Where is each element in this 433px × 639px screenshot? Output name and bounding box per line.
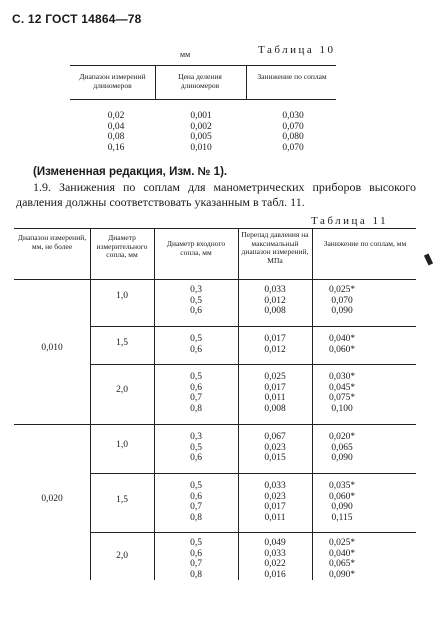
table-cell: 0,008 — [264, 306, 286, 317]
table-cell: 0,025* — [328, 285, 356, 295]
table-cell: 0,020* — [328, 432, 356, 442]
table11-pressure-cells — [238, 285, 312, 317]
table10-col-range — [96, 111, 136, 153]
table-cell: 0,5 — [190, 442, 202, 453]
table-cell: 0,8 — [190, 512, 202, 523]
table11 — [14, 228, 416, 580]
table11-nozzle-cell: 1,0 — [116, 440, 128, 450]
table11-divider — [90, 228, 91, 580]
table11-pressure-cells — [238, 538, 312, 580]
table11-subgroup-rule — [90, 326, 416, 327]
table10-divider — [246, 65, 247, 99]
table-cell: 0,049 — [264, 538, 286, 548]
table11-pressure-cells — [238, 481, 312, 523]
table10-title: Таблица 10 — [258, 44, 336, 56]
table-cell: 0,017 — [264, 382, 286, 393]
table11-header-pressure: Перепад давления на максимальный диапазон измерений, МПа — [241, 230, 309, 265]
table-cell: 0,3 — [190, 432, 202, 442]
table11-understatement-cells — [312, 372, 372, 414]
table-cell: 0,115 — [331, 512, 353, 523]
table-cell: 0,008 — [264, 403, 286, 414]
table10-header-understatement: Занижение по соплам — [257, 72, 327, 81]
table-cell: 0,017 — [264, 334, 286, 344]
table-cell: 0,7 — [190, 502, 202, 513]
table-cell: 0,067 — [264, 432, 286, 442]
table-cell: 0,010 — [190, 142, 212, 153]
table11-range-cell: 0,010 — [41, 343, 63, 353]
table11-nozzle-cell: 1,0 — [116, 291, 128, 301]
table-cell: 0,012 — [264, 344, 286, 355]
table11-inlet-cells — [154, 538, 238, 580]
table-cell: 0,030* — [328, 372, 356, 382]
table11-header-rule — [14, 279, 416, 280]
table10-header-range: Диапазон измерений длиномеров — [79, 72, 146, 90]
table-cell: 0,090 — [331, 306, 353, 317]
table11-pressure-cells — [238, 334, 312, 355]
table-cell: 0,060* — [328, 491, 356, 502]
table-cell: 0,090 — [331, 453, 353, 464]
table-cell: 0,011 — [264, 393, 286, 404]
table-cell: 0,6 — [190, 344, 202, 355]
table11-inlet-cells — [154, 432, 238, 464]
table11-header-inlet: Диаметр входного сопла, мм — [166, 239, 226, 257]
table-cell: 0,5 — [190, 334, 202, 344]
table11-title: Таблица 11 — [311, 215, 389, 227]
table11-subgroup-rule — [90, 532, 416, 533]
table-cell: 0,025 — [264, 372, 286, 382]
table-cell: 0,016 — [264, 569, 286, 580]
table-cell: 0,090 — [331, 502, 353, 513]
table-cell: 0,5 — [190, 295, 202, 306]
table11-header-nozzle: Диаметр измерительного сопла, мм — [96, 233, 148, 260]
table-cell: 0,030 — [282, 111, 304, 121]
table-cell: 0,033 — [264, 285, 286, 295]
table-cell: 0,080 — [282, 132, 304, 143]
table10-unit: мм — [180, 50, 191, 59]
table-cell: 0,5 — [190, 481, 202, 491]
table-cell: 0,16 — [107, 142, 125, 153]
table-cell: 0,070 — [331, 295, 353, 306]
table-cell: 0,033 — [264, 548, 286, 559]
table11-top-rule — [14, 228, 416, 229]
table-cell: 0,005 — [190, 132, 212, 143]
table-cell: 0,022 — [264, 559, 286, 570]
table11-header-range: Диапазон измерений, мм, не более — [17, 233, 87, 251]
table11-subgroup-rule — [90, 364, 416, 365]
paragraph-text: 1.9. Занижения по соплам для манометрических приборов высокого давления должны соответствовать указанным в табл. 11. — [16, 180, 416, 209]
table11-understatement-cells — [312, 538, 372, 580]
table-cell: 0,025* — [328, 538, 356, 548]
table11-understatement-cells — [312, 481, 372, 523]
table-cell: 0,3 — [190, 285, 202, 295]
table-cell: 0,5 — [190, 538, 202, 548]
table-cell: 0,6 — [190, 453, 202, 464]
table-cell: 0,8 — [190, 569, 202, 580]
table11-nozzle-cell: 1,5 — [116, 495, 128, 505]
table-cell: 0,045* — [328, 382, 356, 393]
table-cell: 0,02 — [107, 111, 125, 121]
table-cell: 0,100 — [331, 403, 353, 414]
table-cell: 0,002 — [190, 121, 212, 132]
table-cell: 0,5 — [190, 372, 202, 382]
table-cell: 0,033 — [264, 481, 286, 491]
table11-understatement-cells — [312, 285, 372, 317]
table-cell: 0,060* — [328, 344, 356, 355]
table-cell: 0,065 — [331, 442, 353, 453]
table-cell: 0,035* — [328, 481, 356, 491]
table-cell: 0,015 — [264, 453, 286, 464]
amendment-note: (Измененная редакция, Изм. № 1). — [33, 166, 228, 178]
table11-group-rule — [14, 424, 416, 425]
table11-inlet-cells — [154, 285, 238, 317]
paragraph-1-9 — [16, 180, 416, 210]
table-cell: 0,070 — [282, 121, 304, 132]
table10-col-division — [180, 111, 222, 153]
table11-range-cell: 0,020 — [41, 494, 63, 504]
table10-header-division: Цена деления длиномеров — [178, 72, 222, 90]
table-cell: 0,6 — [190, 382, 202, 393]
table11-understatement-cells — [312, 334, 372, 355]
table-cell: 0,001 — [190, 111, 212, 121]
table-cell: 0,090* — [328, 569, 356, 580]
table11-nozzle-cell: 2,0 — [116, 385, 128, 395]
table11-inlet-cells — [154, 334, 238, 355]
table11-inlet-cells — [154, 372, 238, 414]
table-cell: 0,070 — [282, 142, 304, 153]
table-cell: 0,6 — [190, 491, 202, 502]
page-header: С. 12 ГОСТ 14864—78 — [12, 12, 142, 26]
table10-header-rule — [70, 99, 336, 100]
table-cell: 0,011 — [264, 512, 286, 523]
table11-inlet-cells — [154, 481, 238, 523]
table-cell: 0,6 — [190, 306, 202, 317]
table11-header-understatement: Занижение по соплам, мм — [323, 239, 407, 248]
table11-nozzle-cell: 2,0 — [116, 551, 128, 561]
table11-subgroup-rule — [90, 473, 416, 474]
table10-divider — [155, 65, 156, 99]
table-cell: 0,08 — [107, 132, 125, 143]
table-cell: 0,040* — [328, 548, 356, 559]
table-cell: 0,8 — [190, 403, 202, 414]
table10-col-understatement — [272, 111, 314, 153]
table-cell: 0,023 — [264, 442, 286, 453]
table-cell: 0,7 — [190, 559, 202, 570]
table-cell: 0,6 — [190, 548, 202, 559]
table-cell: 0,7 — [190, 393, 202, 404]
table10-top-rule — [70, 65, 336, 66]
table11-pressure-cells — [238, 432, 312, 464]
table-cell: 0,075* — [328, 393, 356, 404]
table11-nozzle-cell: 1,5 — [116, 338, 128, 348]
table-cell: 0,04 — [107, 121, 125, 132]
table11-pressure-cells — [238, 372, 312, 414]
table-cell: 0,040* — [328, 334, 356, 344]
scan-mark — [424, 253, 433, 265]
table-cell: 0,012 — [264, 295, 286, 306]
table-cell: 0,023 — [264, 491, 286, 502]
table-cell: 0,065* — [328, 559, 356, 570]
table11-understatement-cells — [312, 432, 372, 464]
table-cell: 0,017 — [264, 502, 286, 513]
